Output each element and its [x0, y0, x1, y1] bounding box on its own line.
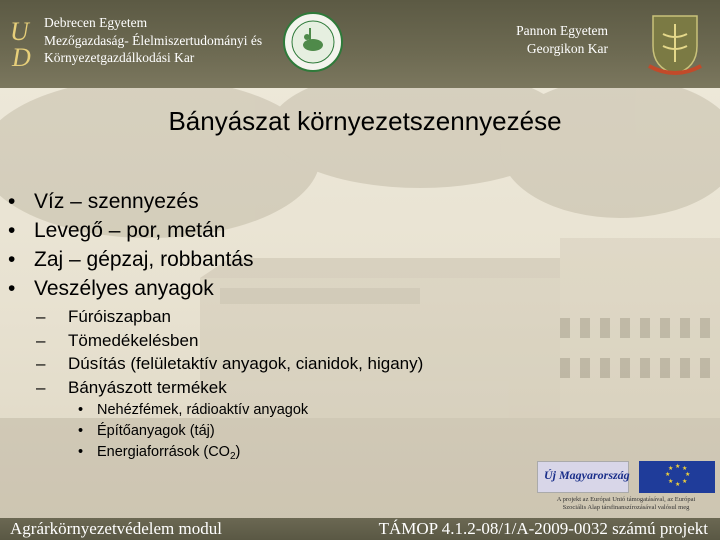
du-logo-icon — [6, 10, 40, 72]
svg-text:★: ★ — [675, 463, 681, 470]
list-item-text: Víz – szennyezés — [34, 190, 199, 213]
list-item-text: Építőanyagok (táj) — [97, 423, 215, 439]
svg-text:★: ★ — [665, 471, 671, 478]
slide-title: Bányászat környezetszennyezése — [168, 106, 562, 136]
university-seal-icon — [283, 12, 343, 72]
list-item-text: Tömedékelésben — [68, 330, 199, 350]
list-item-text: Levegő – por, metán — [34, 219, 226, 242]
svg-text:★: ★ — [668, 465, 674, 472]
uj-magyarorszag-logo — [537, 461, 629, 493]
list-item-text: Veszélyes anyagok — [34, 277, 214, 300]
svg-text:D: D — [12, 43, 31, 72]
bullet-marker: • — [78, 402, 84, 418]
svg-text:★: ★ — [675, 481, 681, 488]
right-institution-name: Pannon Egyetem Georgikon Kar — [516, 23, 608, 56]
svg-text:★: ★ — [668, 478, 674, 485]
list-item-text: Bányászott termékek — [68, 377, 227, 397]
svg-text:★: ★ — [682, 478, 688, 485]
bullet-marker: • — [8, 277, 16, 300]
subscript-text: 2 — [229, 451, 236, 462]
dash-marker: – — [36, 354, 46, 373]
svg-text:★: ★ — [685, 471, 691, 478]
bullet-marker: • — [8, 190, 16, 213]
svg-text:U: U — [10, 17, 29, 46]
bullet-marker: • — [8, 219, 16, 242]
footer-project-id: TÁMOP 4.1.2-08/1/A-2009-0032 számú projekt — [378, 519, 708, 538]
svg-text:★: ★ — [682, 465, 688, 472]
header-band — [0, 0, 720, 88]
list-item-text — [97, 444, 240, 462]
left-institution-name: Debrecen Egyetem Mezőgazdaság- Élelmiszertudományi és Környezetgazdálkodási Kar — [44, 15, 263, 65]
footer-module-name: Agrárkörnyezetvédelem modul — [10, 519, 222, 538]
list-item-text: Dúsítás (felületaktív anyagok, cianidok, higany) — [68, 354, 424, 373]
list-item-text: Nehézfémek, rádioaktív anyagok — [97, 402, 309, 418]
list-item-text-suffix: ) — [235, 444, 241, 460]
list-item-text: Zaj – gépzaj, robbantás — [34, 248, 254, 271]
uj-magyarorszag-label: Új Magyarország — [544, 468, 630, 482]
eu-flag-icon — [639, 461, 715, 493]
dash-marker: – — [36, 330, 46, 350]
bullet-marker: • — [78, 444, 84, 460]
dash-marker: – — [36, 377, 46, 397]
bullet-marker: • — [8, 248, 16, 271]
footer-band — [0, 518, 720, 540]
bullet-marker: • — [78, 423, 84, 439]
list-item-text: Fúróiszapban — [68, 307, 172, 326]
dash-marker: – — [36, 307, 46, 326]
list-item-text-main: Energiaforrások (CO — [97, 444, 230, 460]
funding-logos — [535, 461, 717, 519]
funding-text: A projekt az Európai Unió támogatásával, az Európai Szociális Alap társfinanszírozásával valósul meg — [556, 496, 696, 511]
georgikon-crest-icon — [645, 10, 705, 78]
